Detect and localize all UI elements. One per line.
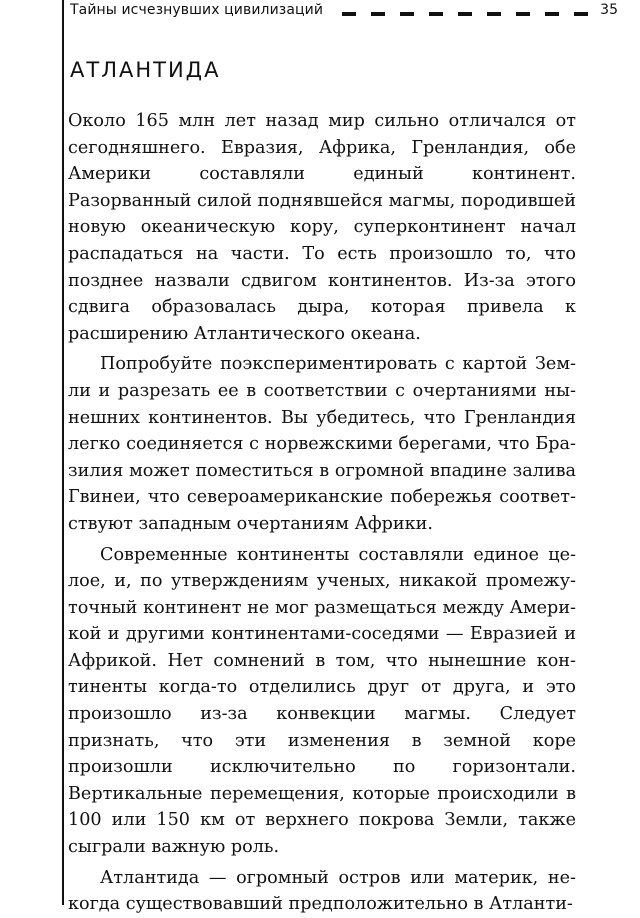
- paragraph: Около 165 млн лет назад мир сильно отличался от сегодняшнего. Евразия, Африка, Гренландия, обе Америки составляли единый континент. Разорванный силой поднявшейся магмы, породившей новую океаническую кору, суперконтинент начал распадаться на части. То есть произошло то, что позднее назвали сдвигом континентов. Из-за этого сдвига образовалась дыра, которая привела к расширению Атлантического океана.: [68, 111, 576, 344]
- header-dash: [400, 12, 414, 16]
- header-dash: [371, 12, 385, 16]
- header-dash: [342, 12, 356, 16]
- paragraph: Попробуйте поэкспериментировать с картой Земли и разрезать ее в соответствии с очертаниями нынешних континентов. Вы убедитесь, что Гренландия легко соединяется с норвежскими берегами, что Бразилия может поместиться в огромной впадине залива Гвинеи, что североамериканские побережья соответствуют западным очертаниям Африки.: [68, 354, 576, 534]
- header-dash: [574, 12, 588, 16]
- paragraph: Современные континенты составляли единое целое, и, по утверждениям ученых, никакой промежуточный континент не мог размещаться между Америкой и другими континентами-соседями — Евразией и Африкой. Нет сомнений в том, что нынешние континенты когда-то отделились друг от друга, и это произошло из-за конвекции магмы. Следует признать, что эти изменения в земной коре произошли исключительно по горизонтали. Вертикальные перемещения, которые происходили в 100 или 150 км от верхнего покрова Земли, также сыграли важную роль.: [68, 544, 576, 858]
- header-dash: [458, 12, 472, 16]
- chapter-title: АТЛАНТИДА: [70, 58, 221, 82]
- page-number: 35: [600, 2, 618, 18]
- header-dash: [487, 12, 501, 16]
- body-text: [68, 108, 576, 918]
- header-dash: [429, 12, 443, 16]
- paragraph: Атлантида — огромный остров или материк, некогда существовавший предположительно в Атланти-: [68, 867, 576, 915]
- left-margin-rule: [62, 0, 64, 905]
- header-dash-line: [342, 12, 592, 17]
- running-title: Тайны исчезнувших цивилизаций: [70, 2, 324, 18]
- page-header: [70, 2, 630, 26]
- header-dash: [545, 12, 559, 16]
- header-dash: [516, 12, 530, 16]
